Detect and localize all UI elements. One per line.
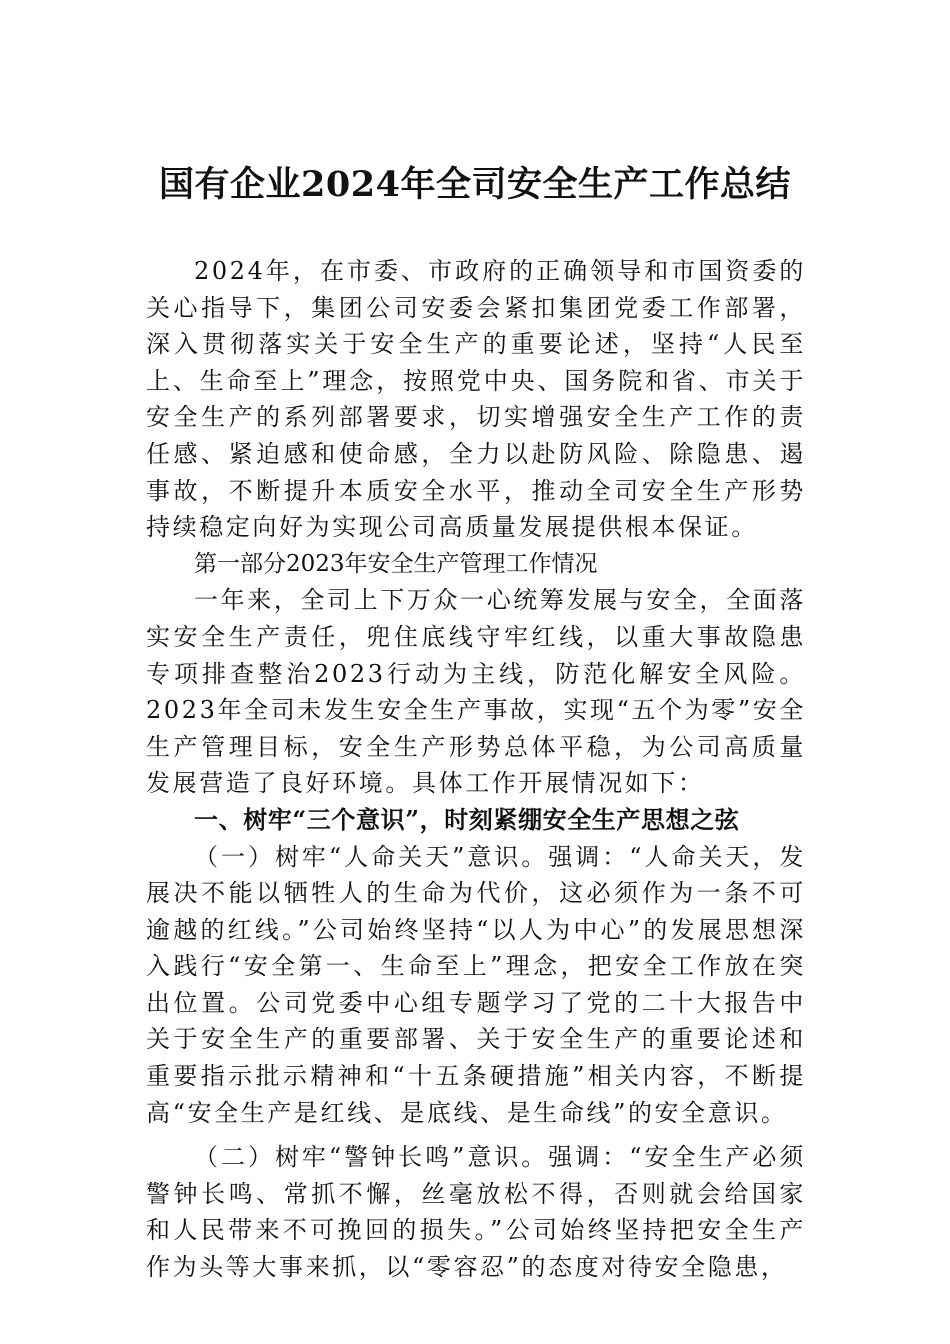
document-body [146,253,806,1286]
intro-paragraph: 2024年，在市委、市政府的正确领导和市国资委的关心指导下，集团公司安委会紧扣集团党委工作部署，深入贯彻落实关于安全生产的重要论述，坚持“人民至上、生命至上”理念，按照党中央、国务院和省、市关于安全生产的系列部署要求，切实增强安全生产工作的责任感、紧迫感和使命感，全力以赴防风险、除隐患、遏事故，不断提升本质安全水平，推动全司安全生产形势持续稳定向好为实现公司高质量发展提供根本保证。 [146,257,806,542]
subsection-heading: 一、树牢“三个意识”，时刻紧绷安全生产思想之弦 [194,804,740,834]
overview-paragraph: 一年来，全司上下万众一心统筹发展与安全，全面落实安全生产责任，兜住底线守牢红线，以重大事故隐患专项排查整治2023行动为主线，防范化解安全风险。2023年全司未发生安全生产事故，实现“五个为零”安全生产管理目标，安全生产形势总体平稳，为公司高质量发展营造了良好环境。具体工作开展情况如下： [146,586,806,798]
section-heading: 第一部分2023年安全生产管理工作情况 [194,550,598,577]
point-two-paragraph: （二）树牢“警钟长鸣”意识。强调：“安全生产必须警钟长鸣、常抓不懈，丝毫放松不得，否则就会给国家和人民带来不可挽回的损失。”公司始终坚持把安全生产作为头等大事来抓，以“零容忍”的态度对待安全隐患， [146,1143,806,1282]
point-one-paragraph: （一）树牢“人命关天”意识。强调：“人命关天，发展决不能以牺牲人的生命为代价，这必须作为一条不可逾越的红线。”公司始终坚持“以人为中心”的发展思想深入践行“安全第一、生命至上”理念，把安全工作放在突出位置。公司党委中心组专题学习了党的二十大报告中关于安全生产的重要部署、关于安全生产的重要论述和重要指示批示精神和“十五条硬措施”相关内容，不断提高“安全生产是红线、是底线、是生命线”的安全意识。 [146,842,806,1127]
document-title: 国有企业2024年全司安全生产工作总结 [159,164,791,205]
